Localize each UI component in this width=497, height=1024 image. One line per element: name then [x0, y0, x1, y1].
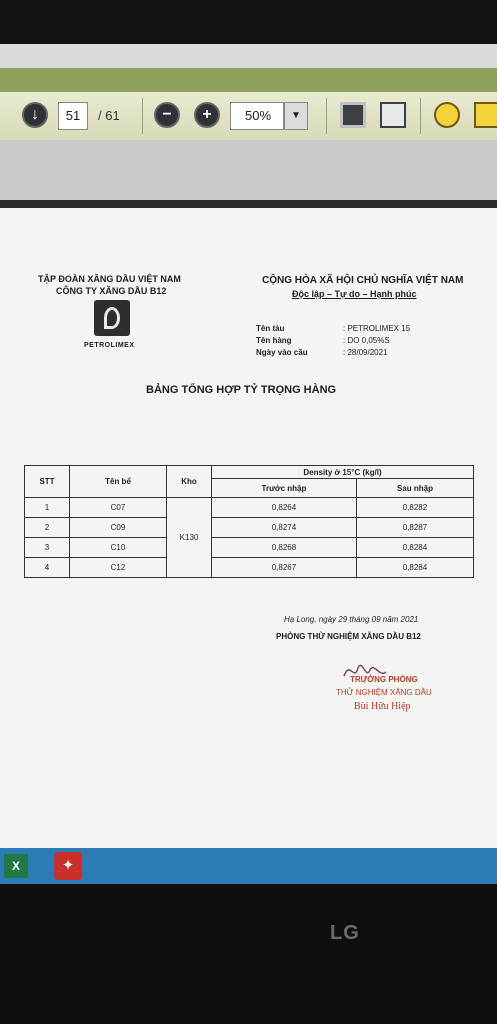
- cell-tank: C10: [70, 538, 167, 558]
- header-warehouse: Kho: [167, 466, 212, 498]
- taskbar: [0, 848, 497, 884]
- toolbar-divider: [420, 98, 421, 134]
- date-label: Ngày vào cầu: [256, 348, 308, 357]
- next-page-icon[interactable]: ↓: [22, 102, 48, 128]
- cell-after: 0,8287: [356, 518, 473, 538]
- goods-label: Tên hàng: [256, 336, 292, 345]
- place-date: Hạ Long, ngày 29 tháng 09 năm 2021: [284, 615, 419, 624]
- density-table: [24, 465, 474, 578]
- monitor-bottom-bezel: [0, 884, 497, 1024]
- page-number-input[interactable]: 51: [58, 102, 88, 130]
- toolbar-strip: [0, 68, 497, 92]
- document-title: BẢNG TỔNG HỢP TỶ TRỌNG HÀNG: [146, 384, 337, 396]
- country-title: CỘNG HÒA XÃ HỘI CHỦ NGHĨA VIỆT NAM: [262, 275, 464, 286]
- logo-text: PETROLIMEX: [84, 342, 135, 349]
- cell-tank: C07: [70, 498, 167, 518]
- cell-stt: 1: [25, 498, 70, 518]
- table-row: [25, 538, 474, 558]
- document-page: [0, 208, 497, 884]
- department-name: PHÒNG THỬ NGHIỆM XĂNG DẦU B12: [276, 632, 421, 641]
- zoom-dropdown-icon[interactable]: ▼: [284, 102, 308, 130]
- toolbar-divider: [326, 98, 327, 134]
- cell-before: 0,8274: [212, 518, 357, 538]
- cell-tank: C12: [70, 558, 167, 578]
- cell-stt: 2: [25, 518, 70, 538]
- monitor-top-bezel: [0, 0, 497, 44]
- cell-stt: 3: [25, 538, 70, 558]
- fit-page-icon[interactable]: [340, 102, 366, 128]
- fit-width-icon[interactable]: [380, 102, 406, 128]
- zoom-in-icon[interactable]: +: [194, 102, 220, 128]
- pdf-toolbar: [0, 92, 497, 141]
- ship-label: Tên tàu: [256, 324, 285, 333]
- cell-before: 0,8264: [212, 498, 357, 518]
- stamp-department: THỬ NGHIỆM XĂNG DẦU: [336, 688, 432, 697]
- page-count: / 61: [98, 108, 120, 123]
- company-name: CÔNG TY XĂNG DẦU B12: [56, 286, 167, 296]
- cell-before: 0,8267: [212, 558, 357, 578]
- page-edge: [0, 200, 497, 208]
- zoom-input[interactable]: 50%: [230, 102, 284, 130]
- table-row: [25, 518, 474, 538]
- cell-after: 0,8282: [356, 498, 473, 518]
- header-after: Sau nhập: [356, 479, 473, 498]
- pdf-reader-icon[interactable]: ✦: [54, 852, 82, 880]
- org-name: TẬP ĐOÀN XĂNG DẦU VIỆT NAM: [38, 274, 181, 284]
- cell-after: 0,8284: [356, 538, 473, 558]
- table-row: [25, 498, 474, 518]
- viewer-background: [0, 140, 497, 200]
- toolbar-divider: [142, 98, 143, 134]
- screen: [0, 44, 497, 884]
- cell-after: 0,8284: [356, 558, 473, 578]
- header-tank: Tên bể: [70, 466, 167, 498]
- date-value: : 28/09/2021: [343, 348, 388, 357]
- cell-before: 0,8268: [212, 538, 357, 558]
- excel-icon[interactable]: X: [4, 854, 28, 878]
- header-stt: STT: [25, 466, 70, 498]
- cell-stt: 4: [25, 558, 70, 578]
- cell-tank: C09: [70, 518, 167, 538]
- ship-value: : PETROLIMEX 15: [343, 324, 411, 333]
- goods-value: : DO 0,05%S: [343, 336, 390, 345]
- highlight-text-icon[interactable]: [474, 102, 497, 128]
- signer-name: Bùi Hữu Hiệp: [354, 701, 411, 712]
- cell-warehouse: K130: [167, 498, 212, 578]
- stamp-title: TRƯỞNG PHÒNG: [350, 675, 418, 684]
- monitor-brand-logo: LG: [330, 922, 360, 944]
- country-motto: Độc lập – Tự do – Hạnh phúc: [292, 289, 417, 299]
- zoom-out-icon[interactable]: −: [154, 102, 180, 128]
- header-before: Trước nhập: [212, 479, 357, 498]
- petrolimex-logo: [94, 300, 130, 336]
- header-density: Density ở 15°C (kg/l): [212, 466, 474, 479]
- comment-icon[interactable]: [434, 102, 460, 128]
- table-row: [25, 558, 474, 578]
